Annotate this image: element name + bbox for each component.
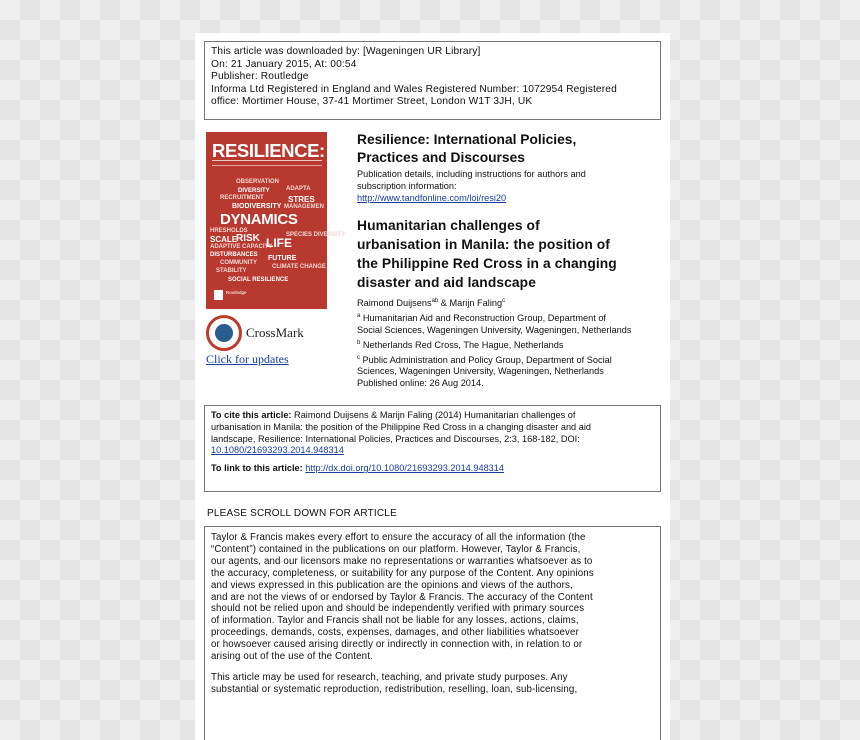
crossmark-icon xyxy=(206,315,242,351)
article-header xyxy=(357,131,657,390)
download-info-box xyxy=(204,41,661,120)
cover-word: SPECIES DIVERSITY xyxy=(286,232,346,238)
download-line: This article was downloaded by: [Wageningen UR Library] xyxy=(211,46,481,57)
document-page xyxy=(195,33,670,740)
cover-word: STABILITY xyxy=(216,268,247,274)
affiliation-b: $^b$ Netherlands Red Cross, The Hague, Netherlands xyxy=(357,339,564,350)
cover-word: STRES xyxy=(288,195,315,204)
cover-publisher: Routledge xyxy=(226,290,247,295)
terms-box: Taylor & Francis makes every effort to ensure the accuracy of all the information (the “Content”) contained in the publications on our platform. However, Taylor & Francis, our agents, and our licensors make no representations or warranties whatsoever as to the accuracy, completeness, or suitability for any purpose of the Content. Any opinions and views expressed in this publication are the opinions and views of the authors, and are not the views of or endorsed by Taylor & Francis. The accuracy of the Content should not be relied upon and should be independently verified with primary sources of information. Taylor and Francis shall not be liable for any losses, actions, claims, proceedings, demands, costs, expenses, damages, and other liabilities whatsoever or howsoever caused arising directly or indirectly in connection with, in relation to or arising out of the use of the Content. This article may be used for research, teaching, and private study purposes. Any substantial or systematic reproduction, redistribution, reselling, loan, sub-licensing, xyxy=(204,526,661,740)
cover-word: HRESHOLDS xyxy=(210,228,248,234)
doi-link[interactable]: 10.1080/21693293.2014.948314 xyxy=(211,445,344,456)
scroll-notice: PLEASE SCROLL DOWN FOR ARTICLE xyxy=(207,508,397,519)
cover-word: CLIMATE CHANGE xyxy=(272,264,326,270)
crossmark-button[interactable] xyxy=(206,315,316,351)
cover-word: DISTURBANCES xyxy=(210,252,258,258)
cover-word: ADAPTA xyxy=(286,186,311,192)
article-doi-url-link[interactable]: http://dx.doi.org/10.1080/21693293.2014.948314 xyxy=(305,463,505,474)
journal-title: Resilience: International Policies, Practices and Discourses xyxy=(357,132,577,165)
citation-box: To cite this article: Raimond Duijsens & Marijn Faling (2014) Humanitarian challenges of urbanisation in Manila: the position of the Philippine Red Cross in a changing disaster and aid landscape, Resilience: International Policies, Practices and Discourses, 2:3, 168-182, DOI: 10.1080/21693293.2014.948314 To link to this article: http://dx.doi.org/10.1080/21693293.2014.948314 xyxy=(204,405,661,492)
cover-title: RESILIENCE: xyxy=(212,140,325,161)
download-line: On: 21 January 2015, At: 00:54 xyxy=(211,58,357,70)
routledge-logo-icon xyxy=(214,290,223,300)
cover-word: BIODIVERSITY xyxy=(232,203,282,210)
cover-word: ADAPTIVE CAPACITY xyxy=(210,244,273,250)
cite-label: To cite this article: xyxy=(211,410,292,420)
cover-word: MANAGEMEN xyxy=(284,204,324,210)
click-for-updates-link[interactable]: Click for updates xyxy=(206,352,289,366)
download-line: Informa Ltd Registered in England and Wales Registered Number: 1072954 Registered xyxy=(211,83,617,95)
cover-word: SCALE xyxy=(210,235,238,244)
published-date: Published online: 26 Aug 2014. xyxy=(357,378,484,389)
cover-word: RISK xyxy=(236,233,260,244)
affiliation-c: $^c$ Public Administration and Policy Group, Department of Social Sciences, Wageningen University, Wageningen, Netherlands Published online: 26 Aug 2014. xyxy=(357,355,657,390)
journal-cover-image xyxy=(206,132,346,309)
cover-word: LIFE xyxy=(266,236,292,250)
cover-word: COMMUNITY xyxy=(220,260,257,266)
affiliation-a: $^a$ Humanitarian Aid and Reconstruction Group, Department of Social Sciences, Wageningen University, Wageningen, Netherlands xyxy=(357,313,632,335)
cover-word: SOCIAL RESILIENCE xyxy=(228,277,289,283)
article-title: Humanitarian challenges of urbanisation in Manila: the position of the Philippine Red Cross in a changing disaster and aid landscape xyxy=(357,218,617,291)
journal-url-link[interactable]: http://www.tandfonline.com/loi/resi20 xyxy=(357,192,507,203)
cover-word: FUTURE xyxy=(268,255,297,262)
link-label: To link to this article: xyxy=(211,463,303,474)
cover-word: OBSERVATION xyxy=(236,179,280,185)
cover-big-word: DYNAMICS xyxy=(220,211,298,228)
cover-word: RECRUITMENT xyxy=(220,195,264,201)
download-line: office: Mortimer House, 37-41 Mortimer Street, London W1T 3JH, UK xyxy=(211,96,533,108)
download-line: Publisher: Routledge xyxy=(211,71,309,83)
article-authors: Raimond Duijsens$^{ab}$ & Marijn Faling$^c$ xyxy=(357,298,506,309)
crossmark-label: CrossMark xyxy=(246,325,304,340)
cover-word: DIVERSITY xyxy=(238,188,270,194)
publication-details: Publication details, including instructions for authors and subscription information: http://www.tandfonline.com/loi/resi20 xyxy=(357,169,657,204)
